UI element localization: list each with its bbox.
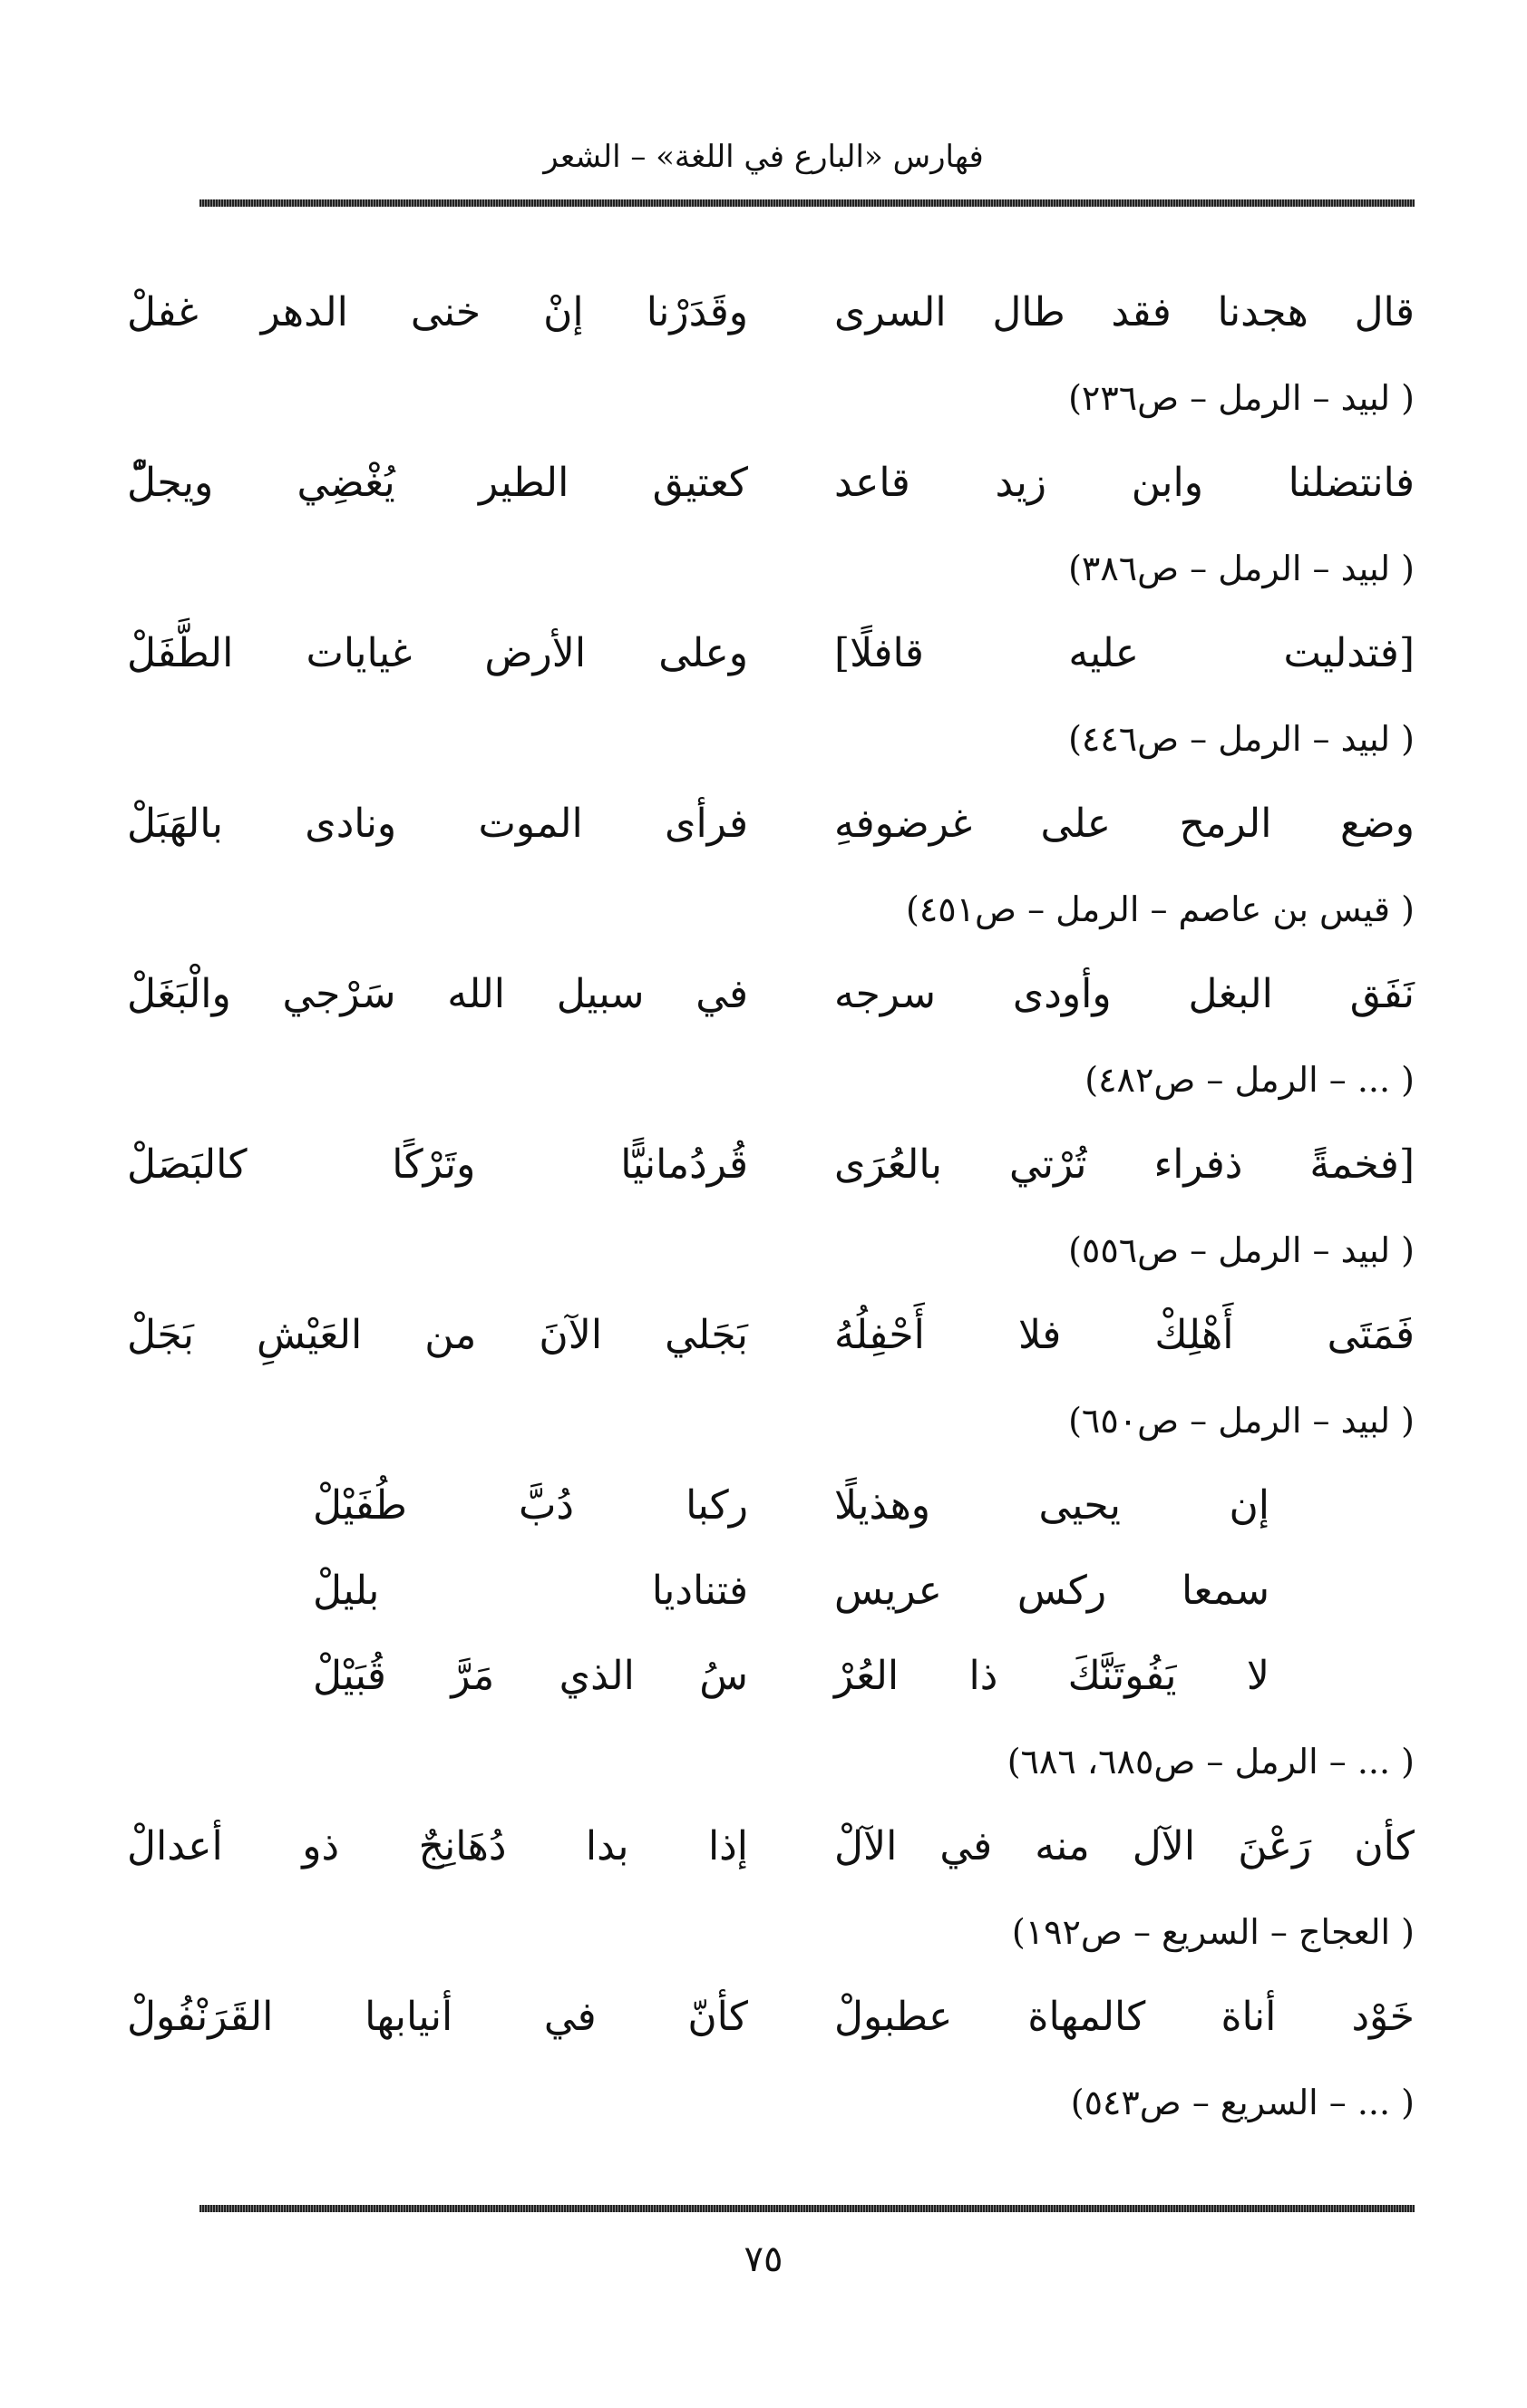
second-hemistich: كعتيق الطير يُغْضِي ويجلّْ: [127, 460, 748, 506]
verse-line: [127, 1634, 1415, 1719]
second-hemistich: وقَدَرْنا إنْ خنى الدهر غفلْ: [127, 289, 748, 335]
verse-line: [127, 782, 1415, 867]
verse-citation: ( لبيد – الرمل – ص٢٣٦): [1068, 378, 1415, 418]
page-number: ٧٥: [744, 2238, 783, 2280]
verse-entry: [127, 1293, 1415, 1463]
second-hemistich: في سبيل الله سَرْجي والْبَغَلْ: [127, 971, 748, 1017]
first-hemistich: وضع الرمح على غرضوفهِ: [834, 801, 1415, 847]
verse-citation: ( لبيد – الرمل – ص٦٥٠): [1068, 1401, 1415, 1441]
verse-entry: [127, 611, 1415, 782]
second-hemistich: فرأى الموت ونادى بالهَبَلْ: [127, 801, 748, 847]
second-hemistich: كأنّ في أنيابها القَرَنْفُولْ: [127, 1994, 748, 2040]
verse-citation: ( ... – السريع – ص٥٤٣): [1070, 2083, 1415, 2122]
verse-citation: ( قيس بن عاصم – الرمل – ص٤٥١): [905, 889, 1415, 929]
second-hemistich: إذا بدا دُهَانِجٌ ذو أعدالْ: [127, 1823, 748, 1869]
verse-entry: [127, 952, 1415, 1122]
verse-line: [127, 611, 1415, 696]
verse-entry: [127, 782, 1415, 952]
verse-entry: [127, 1122, 1415, 1293]
second-hemistich: سُ الذي مَرَّ قُبَيْلْ: [313, 1653, 748, 1699]
header-rule: [199, 199, 1415, 207]
verse-line: [127, 1293, 1415, 1378]
verse-line: [127, 1463, 1415, 1549]
first-hemistich: نَفَق البغل وأودى سرجه: [834, 971, 1415, 1017]
verse-citation: ( لبيد – الرمل – ص٥٥٦): [1068, 1230, 1415, 1270]
second-hemistich: ركبا دُبَّ طُفَيْلْ: [313, 1482, 748, 1529]
first-hemistich: [فتدليت عليه قافلًا]: [834, 630, 1415, 676]
second-hemistich: قُردُمانيًّا وتَرْكًا كالبَصَلْ: [127, 1141, 748, 1188]
second-hemistich: وعلى الأرض غيايات الطَّفَلْ: [127, 630, 748, 676]
first-hemistich: إن يحيى وهذيلًا: [834, 1482, 1269, 1529]
verse-citation: ( لبيد – الرمل – ص٤٤٦): [1068, 719, 1415, 759]
first-hemistich: [فخمةً ذفراء تُرْتي بالعُرَى: [834, 1141, 1415, 1188]
second-hemistich: فتناديا بليلْ: [313, 1568, 748, 1614]
verse-entry: [127, 1463, 1415, 1804]
verse-line: [127, 952, 1415, 1037]
verse-entry: [127, 270, 1415, 441]
verse-line: [127, 441, 1415, 526]
verse-citation: ( العجاج – السريع – ص١٩٢): [1011, 1912, 1415, 1952]
first-hemistich: خَوْد أناة كالمهاة عطبولْ: [834, 1994, 1415, 2040]
first-hemistich: فَمَتَى أَهْلِكْ فلا أَحْفِلُهُ: [834, 1312, 1415, 1358]
first-hemistich: قال هجدنا فقد طال السرى: [834, 289, 1415, 335]
second-hemistich: بَجَلي الآنَ من العَيْشِ بَجَلْ: [127, 1312, 748, 1358]
page-header: فهارس «البارع في اللغة» – الشعر: [543, 139, 984, 175]
verse-citation: ( ... – الرمل – ص٤٨٢): [1084, 1060, 1415, 1100]
poetry-index: [127, 270, 1415, 2145]
verse-entry: [127, 441, 1415, 611]
verse-line: [127, 1804, 1415, 1889]
verse-citation: ( لبيد – الرمل – ص٣٨٦): [1068, 549, 1415, 588]
verse-line: [127, 1975, 1415, 2060]
first-hemistich: سمعا ركس عريس: [834, 1568, 1269, 1614]
verse-line: [127, 270, 1415, 355]
first-hemistich: فانتضلنا وابن زيد قاعد: [834, 460, 1415, 506]
verse-entry: [127, 1975, 1415, 2145]
footer-rule: [199, 2205, 1415, 2212]
first-hemistich: لا يَفُوتَنَّكَ ذا العُرْ: [834, 1653, 1269, 1699]
first-hemistich: كأن رَعْنَ الآل منه في الآلْ: [834, 1823, 1415, 1869]
verse-line: [127, 1122, 1415, 1208]
verse-entry: [127, 1804, 1415, 1975]
verse-line: [127, 1549, 1415, 1634]
verse-citation: ( ... – الرمل – ص٦٨٥، ٦٨٦): [1007, 1742, 1415, 1782]
